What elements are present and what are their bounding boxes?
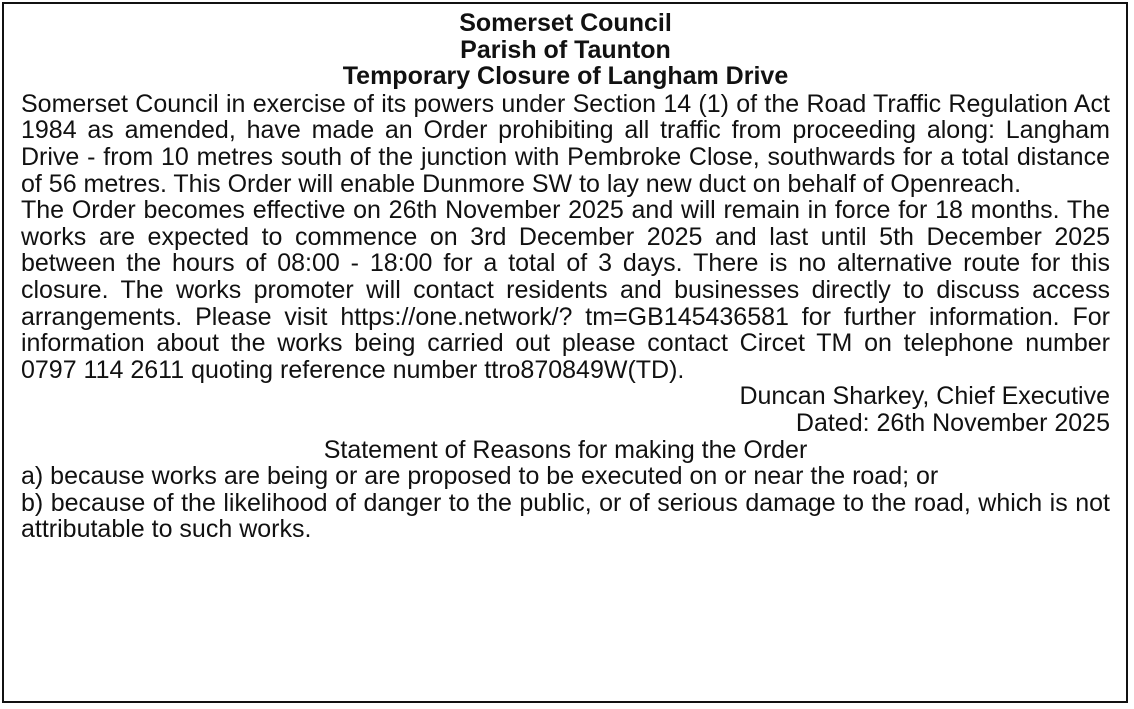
reason-a: a) because works are being or are proposed to be executed on or near the road; or: [21, 462, 939, 491]
reasons-heading: Statement of Reasons for making the Order: [323, 435, 808, 464]
council-name: Somerset Council: [459, 9, 672, 37]
notice-title: Temporary Closure of Langham Drive: [342, 62, 789, 91]
effective-paragraph: The Order becomes effective on 26th November 2025 and will remain in force for 18 months. The works are expected to commence on 3rd December 2025 and last until 5th December 2025 between the hours of 08:00 - 18:00 for a total of 3 days. There is no alternative route for this closure. The works promoter will contact residents and businesses directly to discuss access arrangements. Please visit https://one.network/? tm=GB145436581 for further information. For information about the works being carried out please contact Circet TM on telephone number 0797 114 2611 quoting reference number ttro870849W(TD).: [21, 196, 1110, 384]
signatory: Duncan Sharkey, Chief Executive: [739, 382, 1110, 411]
parish-name: Parish of Taunton: [460, 35, 671, 64]
order-paragraph: Somerset Council in exercise of its powers under Section 14 (1) of the Road Traffic Regulation Act 1984 as amended, have made an Order prohibiting all traffic from proceeding along: Langham Drive - from 10 metres south of the junction with Pembroke Close, southwards for a total distance of 56 metres. This Order will enable Dunmore SW to lay new duct on behalf of Openreach.: [21, 89, 1110, 198]
public-notice: [2, 2, 1128, 703]
reason-b: b) because of the likelihood of danger to the public, or of serious damage to the road, which is not attributable to such works.: [21, 488, 1110, 544]
date-line: Dated: 26th November 2025: [795, 408, 1110, 437]
